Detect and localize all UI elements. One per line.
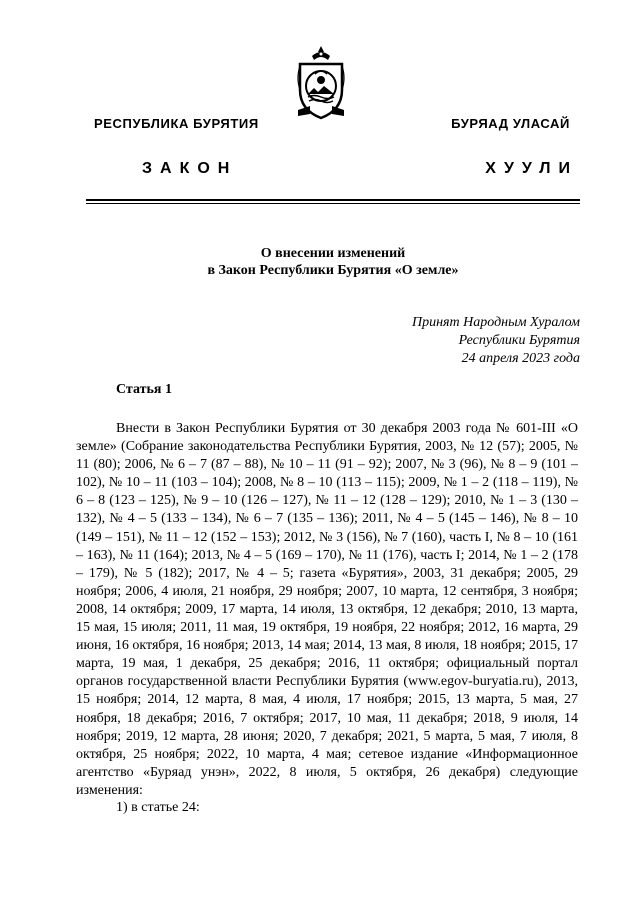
header-divider-thick	[86, 199, 580, 201]
article-heading: Статья 1	[116, 382, 172, 397]
adoption-date: 24 апреля 2023 года	[461, 351, 580, 366]
document-title-line-1: О внесении изменений	[260, 246, 406, 261]
adoption-note-line-2: Республики Бурятия	[458, 333, 580, 348]
document-title-line-2: в Закон Республики Бурятия «О земле»	[207, 263, 459, 278]
adoption-note	[412, 314, 580, 368]
document-title	[86, 245, 580, 279]
republic-name-russian: РЕСПУБЛИКА БУРЯТИЯ	[94, 116, 259, 131]
coat-of-arms-emblem	[294, 44, 348, 122]
article-body-paragraph: Внести в Закон Республики Бурятия от 30 декабря 2003 года № 601-III «О земле» (Собрание законодательства Республики Бурятия, 2003, № 12 (57); 2005, № 11 (80); 2006, № 6 – 7 (87 – 88), № 10 – 11 (91 – 92); 2007, № 3 (96), № 8 – 9 (101 – 102), № 10 – 11 (103 – 104); 2008, № 8 – 10 (113 – 115); 2009, № 1 – 2 (118 – 119), № 6 – 8 (123 – 125), № 9 – 10 (126 – 127), № 11 – 12 (128 – 129); 2010, № 1 – 3 (130 – 132), № 4 – 5 (133 – 134), № 6 – 7 (135 – 136); 2011, № 4 – 5 (145 – 146), № 8 – 10 (149 – 151), № 11 – 12 (152 – 153); 2012, № 3 (156), № 7 (160), часть I, № 8 – 10 (161 – 163), № 11 (164); 2013, № 4 – 5 (169 – 170), № 11 (176), часть I; 2014, № 1 – 2 (178 – 179), № 5 (182); 2017, № 4 – 5; газета «Бурятия», 2003, 31 декабря; 2005, 29 ноября; 2006, 4 июля, 21 ноября, 29 ноября; 2007, 10 марта, 12 сентября, 3 ноября; 2008, 14 октября; 2009, 17 марта, 14 июля, 13 октября, 12 декабря; 2010, 13 марта, 15 мая, 15 июля; 2011, 11 мая, 19 октября, 19 ноября, 22 ноября; 2012, 16 марта, 29 июня, 16 октября, 16 ноября; 2013, 14 мая; 2014, 13 мая, 8 июля, 18 ноября; 2015, 17 марта, 19 мая, 1 декабря, 25 декабря; 2016, 11 октября; официальный портал органов государственной власти Республики Бурятия (www.egov-buryatia.ru), 2013, 15 ноября; 2014, 12 марта, 8 мая, 4 июля, 17 ноября; 2015, 13 марта, 5 мая, 27 ноября, 18 декабря; 2016, 7 октября; 2017, 10 мая, 11 декабря; 2018, 9 июля, 14 ноября; 2019, 12 марта, 28 июня; 2020, 7 декабря; 2021, 5 марта, 5 мая, 7 июля, 8 октября, 25 ноября; 2022, 10 марта, 4 мая; сетевое издание «Информационное агентство «Буряад унэн», 2022, 8 июля, 5 октября, 26 декабря) следующие изменения:	[76, 421, 578, 798]
header-divider-thin	[86, 203, 580, 204]
adoption-note-line-1: Принят Народным Хуралом	[411, 315, 580, 330]
law-label-buryat: ХУУЛИ	[485, 160, 578, 177]
law-label-russian: ЗАКОН	[142, 160, 238, 177]
republic-name-buryat: БУРЯАД УЛАСАЙ	[451, 116, 570, 131]
list-item-1: 1) в статье 24:	[116, 800, 200, 815]
